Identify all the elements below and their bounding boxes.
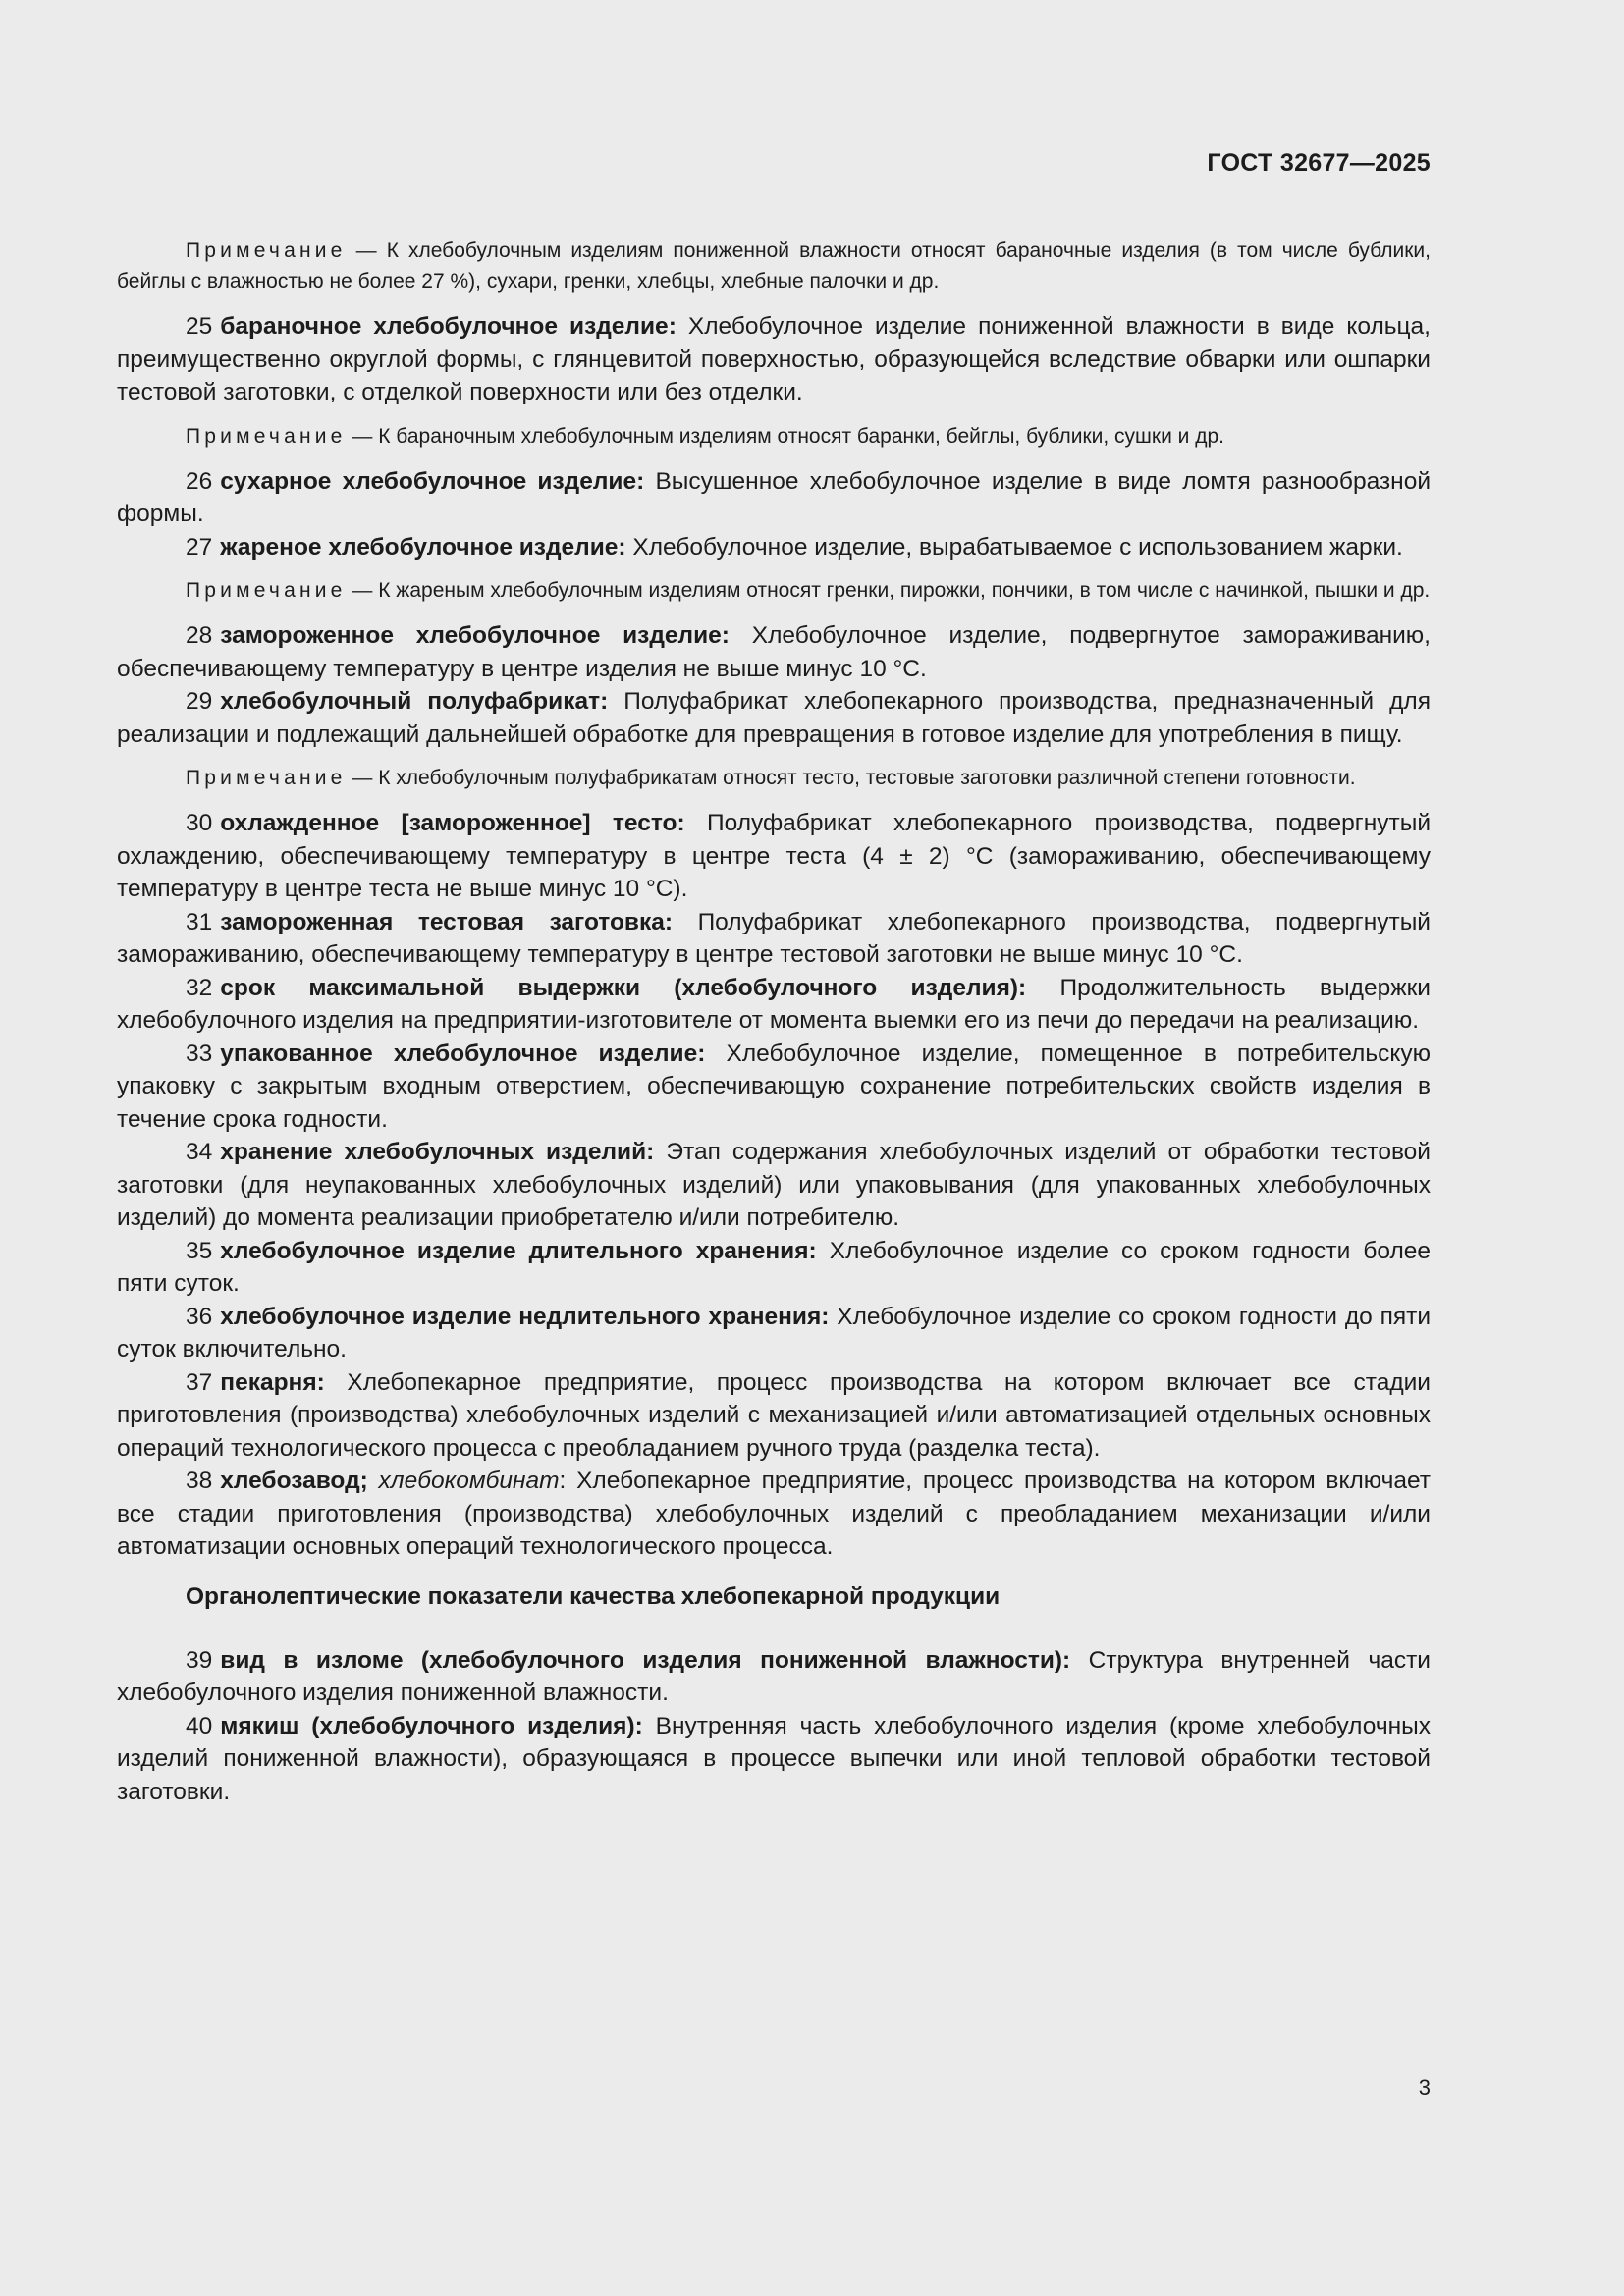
term-title: сухарное хлебобулочное изделие: — [220, 467, 645, 495]
note-label: Примечание — [186, 767, 347, 789]
term-definition: Этап содержания хлебобулочных изделий от обработки тестовой заготовки (для неупакованных хлебобулочных изделий) или упаковывания (для упакованных хлебобулочных изделий) до момента реализации приобретателю и/или потребителю. — [117, 1139, 1431, 1231]
term-entry-40 — [117, 1710, 1431, 1809]
term-title: жареное хлебобулочное изделие: — [220, 533, 626, 561]
term-synonym: хлебокомбинат — [367, 1468, 560, 1494]
note-text: — К хлебобулочным изделиям пониженной влажности относят бараночные изделия (в том числе бублики, бейглы с влажностью не более 27 %), сухари, гренки, хлебцы, хлебные палочки и др. — [117, 240, 1431, 293]
term-definition: Полуфабрикат хлебопекарного производства, подвергнутый охлаждению, обеспечивающему температуру в центре теста (4 ± 2) °С (замораживанию, обеспечивающему температуру в центре теста не выше минус 10 °С). — [117, 810, 1432, 902]
term-entry-28 — [117, 619, 1431, 685]
term-title: упакованное хлебобулочное изделие: — [220, 1040, 706, 1067]
term-number: 33 — [186, 1040, 213, 1067]
term-entry-38 — [117, 1465, 1431, 1564]
term-title: пекарня: — [220, 1368, 325, 1396]
term-number: 31 — [186, 908, 213, 935]
page-number: 3 — [1418, 2075, 1431, 2100]
term-definition: Полуфабрикат хлебопекарного производства, подвергнутый замораживанию, обеспечивающему температуру в центре тестовой заготовки не выше минус 10 °С. — [117, 908, 1431, 968]
note-paragraph — [117, 763, 1431, 793]
note-text: — К бараночным хлебобулочным изделиям относят баранки, бейглы, бублики, сушки и др. — [346, 424, 1224, 448]
term-definition: Хлебобулочное изделие, помещенное в потребительскую упаковку с закрытым входным отверстием, обеспечивающую сохранение потребительских свойств изделия в течение срока годности. — [117, 1040, 1431, 1133]
term-definition: Высушенное хлебобулочное изделие в виде ломтя разнообразной формы. — [117, 467, 1432, 527]
term-definition: Хлебобулочное изделие пониженной влажности в виде кольца, преимущественно округлой формы, с глянцевитой поверхностью, образующейся вследствие обварки или ошпарки тестовой заготовки, с отделкой поверхности или без отделки. — [117, 313, 1431, 405]
term-number: 32 — [186, 974, 213, 1001]
term-number: 34 — [186, 1139, 213, 1165]
term-entry-31 — [117, 906, 1431, 972]
term-entry-36 — [117, 1301, 1431, 1366]
term-title: хлебобулочное изделие длительного хранения: — [220, 1237, 817, 1264]
term-definition: Хлебопекарное предприятие, процесс производства на котором включает все стадии приготовления (производства) хлебобулочных изделий с механизацией и/или автоматизацией отдельных основных операций технологического процесса с преобладанием ручного труда (разделка теста). — [117, 1368, 1431, 1462]
term-number: 29 — [186, 688, 213, 715]
note-text: — К жареным хлебобулочным изделиям относят гренки, пирожки, пончики, в том числе с начинкой, пышки и др. — [346, 579, 1431, 602]
term-definition: Хлебобулочное изделие, подвергнутое замораживанию, обеспечивающему температуру в центре изделия не выше минус 10 °С. — [117, 622, 1431, 682]
term-number: 40 — [186, 1712, 213, 1739]
term-number: 38 — [186, 1468, 213, 1494]
term-title: бараночное хлебобулочное изделие: — [220, 313, 677, 340]
term-title: срок максимальной выдержки (хлебобулочного изделия): — [220, 974, 1027, 1001]
section-heading: Органолептические показатели качества хлебопекарной продукции — [186, 1582, 1001, 1610]
term-title: замороженное хлебобулочное изделие: — [220, 622, 730, 649]
term-number: 28 — [186, 622, 213, 649]
term-definition: Полуфабрикат хлебопекарного производства, предназначенный для реализации и подлежащий дальнейшей обработке для превращения в готовое изделие для употребления в пищу. — [117, 688, 1431, 748]
term-entry-33 — [117, 1038, 1431, 1137]
term-definition: Хлебобулочное изделие со сроком годности более пяти суток. — [117, 1237, 1431, 1297]
term-title: хранение хлебобулочных изделий: — [220, 1139, 655, 1165]
term-number: 27 — [186, 533, 213, 561]
term-entry-29 — [117, 685, 1431, 751]
document-code-header: ГОСТ 32677—2025 — [1207, 149, 1431, 177]
note-text: — К хлебобулочным полуфабрикатам относят тесто, тестовые заготовки различной степени готовности. — [346, 767, 1356, 789]
document-body — [117, 224, 1431, 1808]
term-title: хлебобулочное изделие недлительного хранения: — [220, 1303, 830, 1330]
term-title: замороженная тестовая заготовка: — [220, 908, 674, 935]
term-definition: Структура внутренней части хлебобулочного изделия пониженной влажности. — [117, 1646, 1431, 1706]
note-label: Примечание — [186, 240, 347, 262]
term-definition: : Хлебопекарное предприятие, процесс производства на котором включает все стадии приготовления (производства) хлебобулочных изделий с преобладанием механизации и/или автоматизации основных операций технологического процесса. — [117, 1468, 1431, 1560]
term-entry-39 — [117, 1644, 1431, 1710]
term-definition: Внутренняя часть хлебобулочного изделия (кроме хлебобулочных изделий пониженной влажности), образующаяся в процессе выпечки или иной тепловой обработки тестовой заготовки. — [117, 1712, 1431, 1805]
term-number: 39 — [186, 1646, 213, 1674]
term-entry-25 — [117, 310, 1431, 409]
term-entry-26 — [117, 465, 1431, 531]
note-label: Примечание — [186, 579, 347, 602]
term-number: 26 — [186, 467, 213, 495]
term-definition: Хлебобулочное изделие со сроком годности до пяти суток включительно. — [117, 1303, 1432, 1362]
term-title: мякиш (хлебобулочного изделия): — [220, 1712, 643, 1739]
term-number: 36 — [186, 1303, 213, 1330]
term-definition: Хлебобулочное изделие, вырабатываемое с использованием жарки. — [625, 533, 1403, 561]
term-entry-37 — [117, 1366, 1431, 1466]
term-title: хлебобулочный полуфабрикат: — [220, 688, 609, 715]
note-paragraph — [117, 236, 1431, 296]
note-label: Примечание — [186, 424, 347, 448]
term-entry-30 — [117, 807, 1431, 906]
term-entry-32 — [117, 972, 1431, 1038]
term-number: 37 — [186, 1368, 213, 1396]
term-title: хлебозавод; — [220, 1468, 368, 1494]
term-definition: Продолжительность выдержки хлебобулочного изделия на предприятии-изготовителе от момента выемки его из печи до передачи на реализацию. — [117, 974, 1431, 1034]
term-number: 30 — [186, 810, 213, 836]
term-entry-27 — [117, 531, 1431, 564]
term-number: 35 — [186, 1237, 213, 1264]
term-title: вид в изломе (хлебобулочного изделия пониженной влажности): — [220, 1646, 1071, 1674]
term-entry-34 — [117, 1136, 1431, 1235]
term-title: охлажденное [замороженное] тесто: — [220, 810, 685, 836]
note-paragraph — [117, 575, 1431, 606]
term-entry-35 — [117, 1235, 1431, 1301]
term-number: 25 — [186, 313, 213, 340]
note-paragraph — [117, 421, 1431, 452]
